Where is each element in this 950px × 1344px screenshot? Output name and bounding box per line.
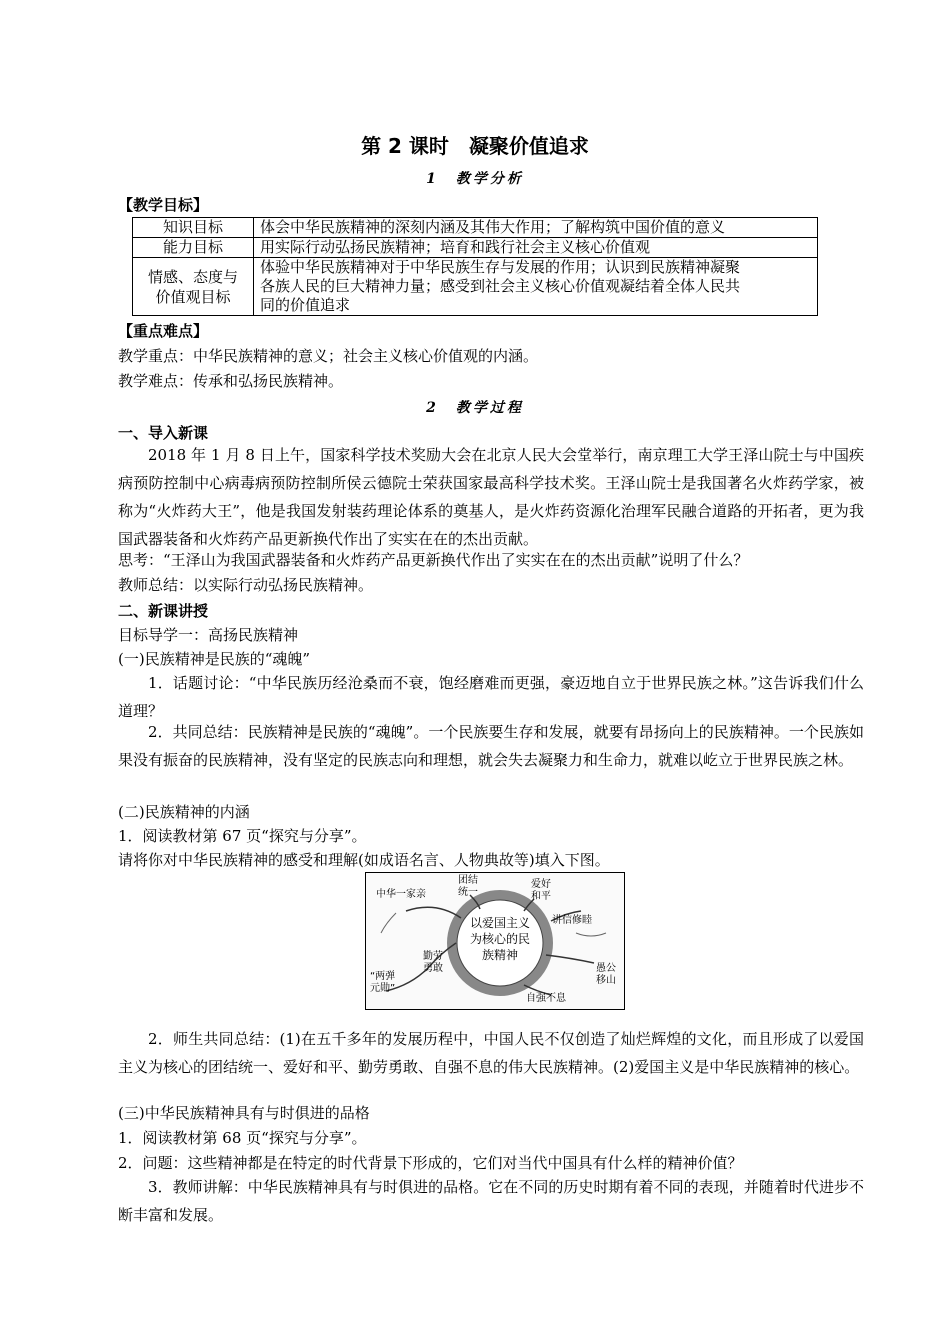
- subsection-3: (三)中华民族精神具有与时俱进的品格: [118, 1104, 370, 1122]
- teacher-explanation-text: 3．教师讲解：中华民族精神具有与时俱进的品格。它在不同的历史时期有着不同的表现，并随着时代进步不断丰富和发展。: [118, 1178, 864, 1224]
- goal-value-line: 体验中华民族精神对于中华民族生存与发展的作用；认识到民族精神凝聚: [260, 258, 741, 276]
- goal-key: [133, 258, 254, 316]
- common-summary-text: 2．共同总结：民族精神是民族的“魂魄”。一个民族要生存和发展，就要有昂扬向上的民族精神。一个民族如果没有振奋的民族精神，没有坚定的民族志向和理想，就会失去凝聚力和生命力，就难以屹立于世界民族之林。: [118, 723, 864, 769]
- difficult-point: 教学难点：传承和弘扬民族精神。: [118, 372, 344, 390]
- table-row: [133, 258, 818, 316]
- goal-value-line: 同的价值追求: [260, 296, 351, 314]
- goals-heading: 【教学目标】: [118, 196, 209, 214]
- node-line: 勤劳: [423, 951, 443, 962]
- teacher-summary: 教师总结：以实际行动弘扬民族精神。: [118, 576, 374, 594]
- goal-value: 用实际行动弘扬民族精神；培育和践行社会主义核心价值观: [254, 238, 818, 258]
- goal-key: 能力目标: [133, 238, 254, 258]
- teacher-student-summary-text: 2．师生共同总结：(1)在五千多年的发展历程中，中国人民不仅创造了灿烂辉煌的文化，而且形成了以爱国主义为核心的团结统一、爱好和平、勤劳勇敢、自强不息的伟大民族精神。(2)爱国主义是中华民族精神的核心。: [118, 1030, 864, 1076]
- intro-text: 2018 年 1 月 8 日上午，国家科学技术奖励大会在北京人民大会堂举行，南京理工大学王泽山院士与中国疾病预防控制中心病毒病预防控制所侯云德院士荣获国家最高科学技术奖。王泽山院士是我国著名火炸药学家，被称为“火炸药大王”，他是我国发射装药理论体系的奠基人，是火炸药资源化治理军民融合道路的开拓者，更为我国武器装备和火炸药产品更新换代作出了实实在在的杰出贡献。: [118, 446, 864, 548]
- table-row: [133, 218, 818, 238]
- teacher-student-summary: [118, 1025, 864, 1081]
- part2-heading: 二、新课讲授: [118, 602, 209, 620]
- intro-paragraph: [118, 441, 864, 553]
- part1-heading: 一、导入新课: [118, 424, 209, 442]
- section-teaching-process: 2 教学过程: [426, 400, 524, 416]
- page-title: 第 2 课时 凝聚价值追求: [361, 134, 589, 158]
- node-two-bombs: [370, 971, 395, 995]
- center-line: 族精神: [481, 948, 518, 962]
- node-trust: 讲信修睦: [552, 915, 592, 926]
- goal-key: 知识目标: [133, 218, 254, 238]
- read-textbook-68: 1．阅读教材第 68 页“探究与分享”。: [118, 1129, 367, 1147]
- goal-key-line: 情感、态度与: [147, 267, 238, 286]
- node-line: 爱好: [531, 879, 551, 890]
- topic-text: 1．话题讨论：“中华民族历经沧桑而不衰，饱经磨难而更强，豪迈地自立于世界民族之林。”这告诉我们什么道理？: [118, 674, 864, 720]
- node-line: “两弹: [370, 971, 396, 982]
- node-yugong: [596, 963, 616, 987]
- key-difficulty-heading: 【重点难点】: [118, 322, 209, 340]
- think-question: 思考：“王泽山为我国武器装备和火炸药产品更新换代作出了实实在在的杰出贡献”说明了什么？: [118, 551, 749, 569]
- section-teaching-analysis: 1 教学分析: [426, 171, 524, 187]
- node-line: 愚公: [596, 963, 616, 974]
- target-guide-1: 目标导学一：高扬民族精神: [118, 626, 299, 644]
- node-peace: [531, 879, 551, 903]
- center-line: 以爱国主义: [469, 916, 530, 930]
- node-unity: [458, 875, 478, 899]
- node-line: 勇敢: [423, 963, 443, 974]
- goal-value: [254, 258, 818, 316]
- topic-discussion: [118, 669, 864, 725]
- node-one-family: 中华一家亲: [376, 889, 426, 900]
- common-summary: [118, 718, 864, 774]
- center-line: 为核心的民: [469, 932, 530, 946]
- subsection-2: (二)民族精神的内涵: [118, 803, 250, 821]
- key-point: 教学重点：中华民族精神的意义；社会主义核心价值观的内涵。: [118, 347, 539, 365]
- goal-key-line: 价值观目标: [155, 287, 231, 306]
- node-line: 移山: [596, 975, 616, 986]
- goal-value-line: 各族人民的巨大精神力量；感受到社会主义核心价值观凝结着全体人民共: [260, 277, 741, 295]
- node-line: 和平: [531, 891, 551, 902]
- question: 2．问题：这些精神都是在特定的时代背景下形成的，它们对当代中国具有什么样的精神价值？: [118, 1154, 743, 1172]
- center-label: [462, 915, 538, 963]
- node-line: 团结: [458, 875, 478, 886]
- node-diligent: [423, 951, 443, 975]
- goal-value: 体会中华民族精神的深刻内涵及其伟大作用；了解构筑中国价值的意义: [254, 218, 818, 238]
- node-line: 统一: [458, 887, 478, 898]
- subsection-1: (一)民族精神是民族的“魂魄”: [118, 650, 311, 668]
- national-spirit-mind-map: [365, 872, 625, 1010]
- node-line: 元勋”: [370, 983, 396, 994]
- read-textbook-67: 1．阅读教材第 67 页“探究与分享”。: [118, 827, 367, 845]
- teaching-goals-table: [132, 217, 818, 316]
- table-row: [133, 238, 818, 258]
- fill-in-instruction: 请将你对中华民族精神的感受和理解(如成语名言、人物典故等)填入下图。: [118, 851, 610, 869]
- teacher-explanation: [118, 1173, 864, 1229]
- node-self-strengthening: 自强不息: [526, 993, 566, 1004]
